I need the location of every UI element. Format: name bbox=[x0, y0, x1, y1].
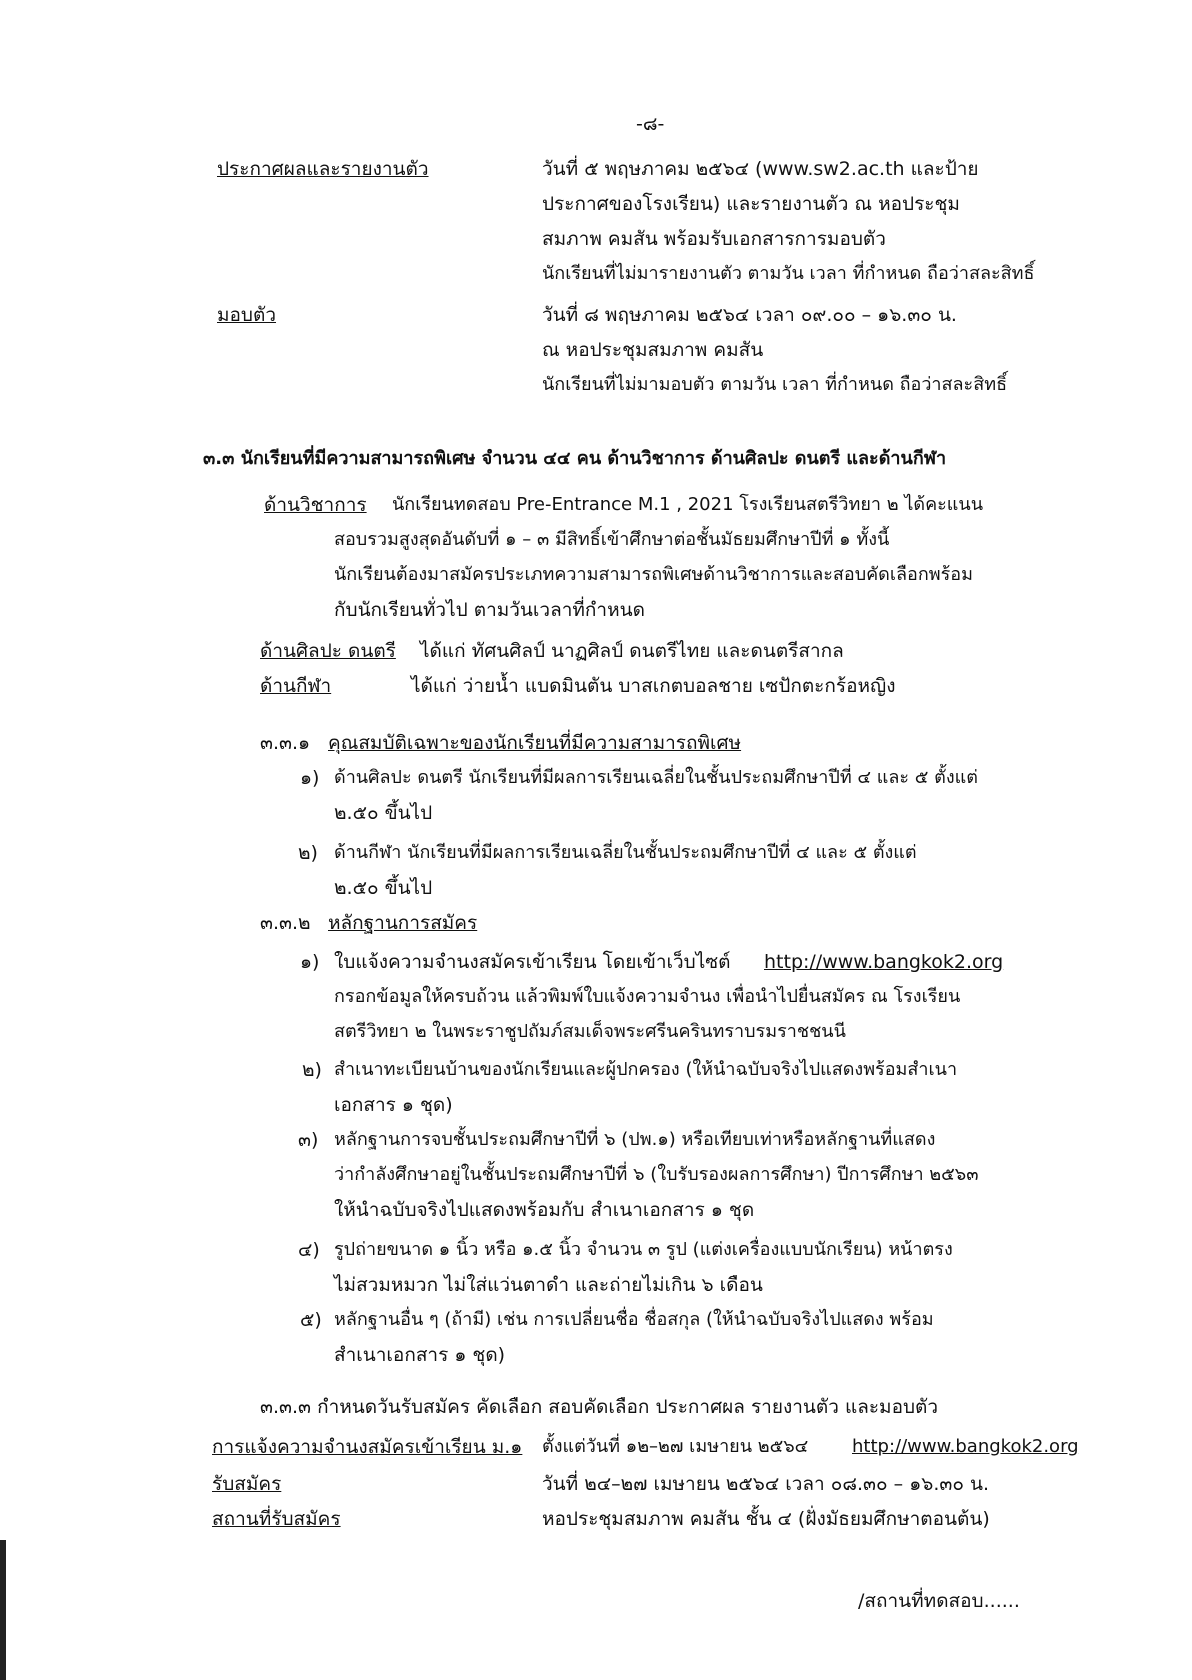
enroll-line: ณ หอประชุมสมภาพ คมสัน bbox=[542, 339, 764, 361]
schedule-row-label: รับสมัคร bbox=[212, 1473, 282, 1495]
list-item-text: ด้านกีฬา นักเรียนที่มีผลการเรียนเฉลี่ยในชั้นประถมศึกษาปีที่ ๔ และ ๕ ตั้งแต่ bbox=[334, 842, 917, 863]
schedule-row-value: หอประชุมสมภาพ คมสัน ชั้น ๔ (ฝั่งมัธยมศึกษาตอนต้น) bbox=[542, 1508, 990, 1530]
list-item-text: ใบแจ้งความจำนงสมัครเข้าเรียน โดยเข้าเว็บไซต์ bbox=[334, 951, 731, 973]
enroll-label: มอบตัว bbox=[217, 304, 277, 326]
arts-text: ได้แก่ ทัศนศิลป์ นาฏศิลป์ ดนตรีไทย และดนตรีสากล bbox=[420, 640, 844, 662]
schedule-title: ๓.๓.๓ กำหนดวันรับสมัคร คัดเลือก สอบคัดเลือก ประกาศผล รายงานตัว และมอบตัว bbox=[260, 1396, 939, 1418]
schedule-row-value: ตั้งแต่วันที่ ๑๒–๒๗ เมษายน ๒๕๖๔ bbox=[542, 1436, 809, 1457]
sports-label: ด้านกีฬา bbox=[260, 675, 332, 697]
sports-text: ได้แก่ ว่ายน้ำ แบดมินตัน บาสเกตบอลชาย เซปักตะกร้อหญิง bbox=[411, 675, 896, 697]
list-item-text: ไม่สวมหมวก ไม่ใส่แว่นตาดำ และถ่ายไม่เกิน ๖ เดือน bbox=[334, 1274, 763, 1296]
list-item-text: ๒.๕๐ ขึ้นไป bbox=[334, 877, 433, 899]
list-item-text: รูปถ่ายขนาด ๑ นิ้ว หรือ ๑.๕ นิ้ว จำนวน ๓ รูป (แต่งเครื่องแบบนักเรียน) หน้าตรง bbox=[334, 1239, 953, 1260]
academic-line: นักเรียนต้องมาสมัครประเภทความสามารถพิเศษด้านวิชาการและสอบคัดเลือกพร้อม bbox=[334, 564, 973, 585]
list-item-text: สตรีวิทยา ๒ ในพระราชูปถัมภ์สมเด็จพระศรีนครินทราบรมราชชนนี bbox=[334, 1021, 846, 1042]
subsection-number: ๓.๓.๑ bbox=[260, 732, 311, 754]
list-item-number: ๔) bbox=[298, 1239, 320, 1261]
announce-line: สมภาพ คมสัน พร้อมรับเอกสารการมอบตัว bbox=[542, 228, 886, 250]
list-item-number: ๑) bbox=[300, 767, 320, 789]
list-item-text: หลักฐานการจบชั้นประถมศึกษาปีที่ ๖ (ปพ.๑) หรือเทียบเท่าหรือหลักฐานที่แสดง bbox=[334, 1129, 936, 1150]
list-item-text: กรอกข้อมูลให้ครบถ้วน แล้วพิมพ์ใบแจ้งความจำนง เพื่อนำไปยื่นสมัคร ณ โรงเรียน bbox=[334, 986, 961, 1007]
subsection-title: คุณสมบัติเฉพาะของนักเรียนที่มีความสามารถพิเศษ bbox=[328, 732, 742, 754]
list-item-text: สำเนาเอกสาร ๑ ชุด) bbox=[334, 1344, 506, 1366]
enroll-line: นักเรียนที่ไม่มามอบตัว ตามวัน เวลา ที่กำหนด ถือว่าสละสิทธิ์ bbox=[542, 374, 1008, 395]
continued-on-next-page: /สถานที่ทดสอบ...... bbox=[858, 1590, 1020, 1612]
enroll-line: วันที่ ๘ พฤษภาคม ๒๕๖๔ เวลา ๐๙.๐๐ – ๑๖.๓๐ น. bbox=[542, 304, 957, 326]
section-heading: ๓.๓ นักเรียนที่มีความสามารถพิเศษ จำนวน ๔๔ คน ด้านวิชาการ ด้านศิลปะ ดนตรี และด้านกีฬา bbox=[203, 448, 947, 469]
list-item-text: ว่ากำลังศึกษาอยู่ในชั้นประถมศึกษาปีที่ ๖ (ใบรับรองผลการศึกษา) ปีการศึกษา ๒๕๖๓ bbox=[334, 1164, 979, 1185]
schedule-website-link[interactable]: http://www.bangkok2.org bbox=[852, 1436, 1079, 1457]
schedule-row-label: การแจ้งความจำนงสมัครเข้าเรียน ม.๑ bbox=[212, 1436, 523, 1458]
announce-label: ประกาศผลและรายงานตัว bbox=[217, 158, 429, 180]
page-number: -๘- bbox=[636, 113, 665, 135]
list-item-text: ๒.๕๐ ขึ้นไป bbox=[334, 802, 433, 824]
list-item-number: ๕) bbox=[300, 1309, 322, 1331]
announce-line: ประกาศของโรงเรียน) และรายงานตัว ณ หอประชุม bbox=[542, 193, 960, 215]
list-item-text: สำเนาทะเบียนบ้านของนักเรียนและผู้ปกครอง (ให้นำฉบับจริงไปแสดงพร้อมสำเนา bbox=[334, 1059, 958, 1080]
schedule-row-value: วันที่ ๒๔–๒๗ เมษายน ๒๕๖๔ เวลา ๐๘.๓๐ – ๑๖.๓๐ น. bbox=[542, 1473, 990, 1495]
subsection-number: ๓.๓.๒ bbox=[260, 912, 311, 934]
list-item-text: ด้านศิลปะ ดนตรี นักเรียนที่มีผลการเรียนเฉลี่ยในชั้นประถมศึกษาปีที่ ๔ และ ๕ ตั้งแต่ bbox=[334, 767, 978, 788]
list-item-number: ๒) bbox=[298, 842, 318, 864]
academic-line: สอบรวมสูงสุดอันดับที่ ๑ – ๓ มีสิทธิ์เข้าศึกษาต่อชั้นมัธยมศึกษาปีที่ ๑ ทั้งนี้ bbox=[334, 529, 890, 550]
subsection-title: หลักฐานการสมัคร bbox=[328, 912, 478, 934]
schedule-row-label: สถานที่รับสมัคร bbox=[212, 1508, 341, 1530]
list-item-text: หลักฐานอื่น ๆ (ถ้ามี) เช่น การเปลี่ยนชื่อ ชื่อสกุล (ให้นำฉบับจริงไปแสดง พร้อม bbox=[334, 1309, 934, 1330]
academic-line: กับนักเรียนทั่วไป ตามวันเวลาที่กำหนด bbox=[334, 599, 645, 621]
academic-label: ด้านวิชาการ bbox=[264, 494, 367, 516]
arts-label: ด้านศิลปะ ดนตรี bbox=[260, 640, 396, 662]
register-website-link[interactable]: http://www.bangkok2.org bbox=[764, 951, 1004, 973]
list-item-number: ๓) bbox=[298, 1129, 319, 1151]
list-item-number: ๒) bbox=[302, 1059, 322, 1081]
academic-line: นักเรียนทดสอบ Pre-Entrance M.1 , 2021 โรงเรียนสตรีวิทยา ๒ ได้คะแนน bbox=[392, 494, 983, 515]
list-item-number: ๑) bbox=[300, 951, 320, 973]
announce-line: นักเรียนที่ไม่มารายงานตัว ตามวัน เวลา ที่กำหนด ถือว่าสละสิทธิ์ bbox=[542, 263, 1035, 284]
scan-border bbox=[0, 1540, 6, 1680]
announce-line: วันที่ ๕ พฤษภาคม ๒๕๖๔ (www.sw2.ac.th และป้าย bbox=[542, 158, 979, 180]
list-item-text: ให้นำฉบับจริงไปแสดงพร้อมกับ สำเนาเอกสาร ๑ ชุด bbox=[334, 1199, 755, 1221]
list-item-text: เอกสาร ๑ ชุด) bbox=[334, 1094, 453, 1116]
